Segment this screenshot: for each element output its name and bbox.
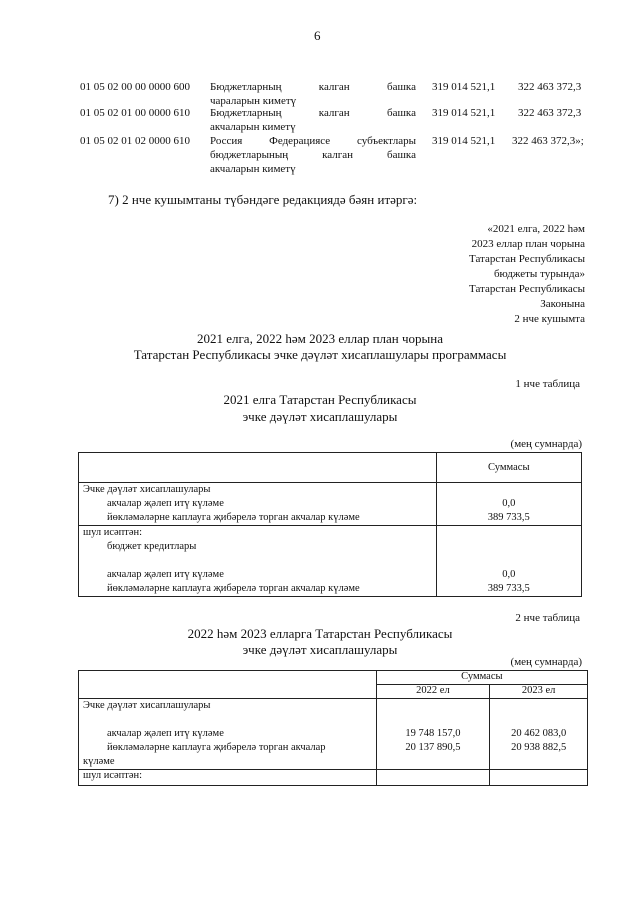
- desc-word: Бюджетларның: [210, 81, 282, 93]
- row-value-2023: 322 463 372,3»;: [512, 135, 584, 147]
- desc-word: калган: [322, 149, 354, 161]
- table1-row-label: акчалар җәлеп итү күләме: [107, 569, 224, 580]
- desc-word: Федерациясе: [269, 135, 331, 147]
- table1-block2-heading: шул исәптән:: [83, 527, 143, 538]
- table1-row-value: 389 733,5: [487, 583, 530, 594]
- table2-year-2022: 2022 ел: [376, 685, 490, 699]
- table2-label: 2 нче таблица: [515, 612, 580, 624]
- row-description: [210, 149, 416, 161]
- table2: [78, 670, 588, 786]
- row-description: [210, 107, 416, 119]
- table1-title: 2021 елга Татарстан Республикасы: [223, 392, 417, 407]
- desc-word: калган: [318, 81, 350, 93]
- table1-block2-values: [436, 526, 581, 597]
- desc-word: субъектлары: [357, 135, 416, 147]
- row-value-2022: 319 014 521,1: [432, 135, 496, 147]
- desc-word: башка: [386, 149, 416, 161]
- table1: [78, 452, 582, 597]
- desc-word: Россия: [210, 135, 243, 147]
- main-title: 2021 елга, 2022 һәм 2023 еллар план чорына: [196, 331, 444, 346]
- row-value-2022: 319 014 521,1: [432, 81, 496, 93]
- row-description: [210, 81, 416, 93]
- table2-block-labels: [79, 699, 377, 770]
- table1-row-value: 0,0: [502, 569, 516, 580]
- row-code: 01 05 02 01 00 0000 610: [80, 107, 190, 119]
- row-code: 01 05 02 01 02 0000 610: [80, 135, 190, 147]
- table2-header-empty: [79, 671, 377, 699]
- table2-row-value: 20 137 890,5: [405, 742, 461, 753]
- main-title: Татарстан Республикасы эчке дәүләт хисаплашулары программасы: [133, 347, 507, 362]
- table2-footer-label: шул исәптән:: [79, 770, 377, 786]
- annex-header-line: Татарстан Республикасы: [469, 283, 585, 295]
- page-number: 6: [314, 28, 321, 43]
- table1-unit: (мең сумнарда): [510, 438, 582, 450]
- annex-header-line: «2021 елга, 2022 һәм: [487, 223, 585, 235]
- table1-title: эчке дәүләт хисаплашулары: [242, 409, 398, 424]
- annex-header: [469, 222, 585, 327]
- table2-footer-empty: [376, 770, 490, 786]
- desc-word: башка: [386, 107, 416, 119]
- table1-row-value: 389 733,5: [487, 512, 530, 523]
- table1-block2-labels: [79, 526, 437, 597]
- annex-header-line: 2023 еллар план чорына: [471, 238, 585, 250]
- row-description-cont: акчаларын киметү: [210, 121, 296, 133]
- table2-row-value: 19 748 157,0: [405, 728, 461, 739]
- table2-title: эчке дәүләт хисаплашулары: [242, 642, 398, 657]
- table1-row-value: 0,0: [502, 498, 516, 509]
- row-value-2023: 322 463 372,3: [518, 107, 582, 119]
- table1-row-label: акчалар җәлеп итү күләме: [107, 498, 224, 509]
- table1-col-header: Суммасы: [436, 453, 581, 483]
- table2-values-2023: [490, 699, 588, 770]
- table1-block1-heading: Эчке дәүләт хисаплашулары: [83, 484, 211, 495]
- desc-word: бюджетларының: [210, 149, 289, 161]
- table2-unit: (мең сумнарда): [510, 656, 582, 668]
- table1-label: 1 нче таблица: [515, 378, 580, 390]
- annex-header-line: 2 нче кушымта: [514, 313, 585, 325]
- table2-footer-empty: [490, 770, 588, 786]
- table2-col-header: Суммасы: [376, 671, 587, 685]
- amendment-text: 7) 2 нче кушымтаны түбәндәге редакциядә бәян итәргә:: [108, 192, 418, 207]
- table2-row-label-cont: күләме: [83, 756, 115, 767]
- table2-row-label: акчалар җәлеп итү күләме: [107, 728, 224, 739]
- annex-header-line: Татарстан Республикасы: [469, 253, 585, 265]
- table1-row-label: йөкләмәләрне каплауга җибәрелә торган акчалар күләме: [107, 583, 360, 594]
- annex-header-line: Законына: [540, 298, 585, 310]
- table2-row-value: 20 938 882,5: [511, 742, 567, 753]
- table2-row-label: йөкләмәләрне каплауга җибәрелә торган акчалар: [107, 742, 326, 753]
- table1-header-empty: [79, 453, 437, 483]
- annex-header-line: бюджеты турында»: [493, 268, 585, 280]
- row-code: 01 05 02 00 00 0000 600: [80, 81, 190, 93]
- table2-title: 2022 һәм 2023 елларга Татарстан Республикасы: [187, 626, 453, 641]
- row-description: [210, 135, 416, 147]
- row-description-cont: чараларын киметү: [210, 95, 297, 107]
- row-value-2023: 322 463 372,3: [518, 81, 582, 93]
- table1-block1-labels: [79, 483, 437, 526]
- table1-block2-sub: бюджет кредитлары: [107, 541, 197, 552]
- table1-row-label: йөкләмәләрне каплауга җибәрелә торган акчалар күләме: [107, 512, 360, 523]
- table2-heading: Эчке дәүләт хисаплашулары: [83, 700, 211, 711]
- row-value-2022: 319 014 521,1: [432, 107, 496, 119]
- desc-word: башка: [386, 81, 416, 93]
- row-description-cont: акчаларын киметү: [210, 163, 296, 175]
- desc-word: Бюджетларның: [210, 107, 282, 119]
- desc-word: калган: [318, 107, 350, 119]
- table1-block1-values: [436, 483, 581, 526]
- table2-row-value: 20 462 083,0: [511, 728, 567, 739]
- table2-year-2023: 2023 ел: [490, 685, 588, 699]
- table2-values-2022: [376, 699, 490, 770]
